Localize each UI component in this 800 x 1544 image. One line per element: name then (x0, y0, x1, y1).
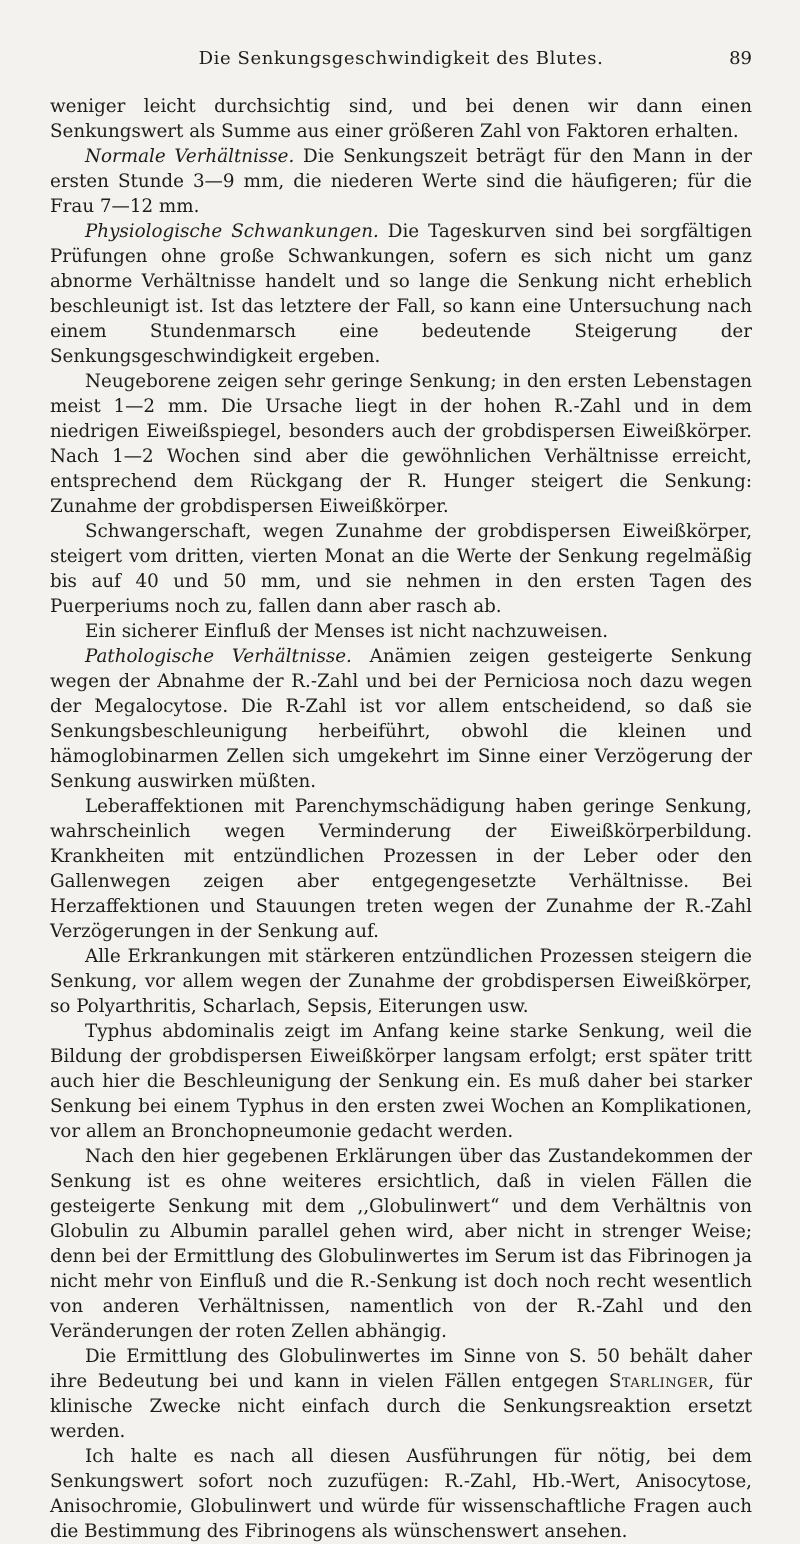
paragraph-text: Ein sicherer Einfluß der Menses ist nicht nachzuweisen. (85, 621, 609, 642)
paragraph-text-tail: , für klinische Zwecke nicht einfach durch die Senkungsreaktion ersetzt werden. (50, 1371, 752, 1442)
section-lead: Normale Verhältnisse. (85, 146, 295, 167)
paragraph-text: Die Senkungszeit beträgt für den Mann in der ersten Stunde 3—9 mm, die niederen Werte sind die häufigeren; für die Frau 7—12 mm. (50, 146, 752, 217)
paragraph-globulin (50, 1144, 752, 1344)
paragraph-text: Schwangerschaft, wegen Zunahme der grobdispersen Eiweißkörper, steigert vom dritten, vierten Monat an die Werte der Senkung regelmäßig bis auf 40 und 50 mm, und sie nehmen in den ersten Tagen des Puerperiums noch zu, fallen dann aber rasch ab. (50, 521, 752, 617)
paragraph-text: Die Tageskurven sind bei sorgfältigen Prüfungen ohne große Schwankungen, sofern es sich nicht um ganz abnorme Verhältnisse handelt und so lange die Senkung nicht erheblich beschleunigt ist. Ist das letztere der Fall, so kann eine Untersuchung nach einem Stundenmarsch eine bedeutende Steigerung der Senkungsgeschwindigkeit ergeben. (50, 221, 753, 367)
paragraph-1 (50, 94, 752, 144)
paragraph-typhus (50, 1019, 752, 1144)
paragraph-determination (50, 1344, 752, 1444)
running-header (50, 48, 752, 78)
paragraph-physiological (50, 219, 752, 369)
paragraph-menses (50, 619, 752, 644)
paragraph-inflammation (50, 944, 752, 1019)
paragraph-newborn (50, 369, 752, 519)
paragraph-text: Alle Erkrankungen mit stärkeren entzündlichen Prozessen steigern die Senkung, vor allem wegen der Zunahme der grobdispersen Eiweißkörper, so Polyarthritis, Scharlach, Sepsis, Eiterungen usw. (50, 946, 752, 1017)
author-name: Starlinger (608, 1371, 709, 1392)
paragraph-text: Die Ermittlung des Globulinwertes im Sinne von S. 50 behält daher ihre Bedeutung bei und kann in vielen Fällen entgegen (50, 1346, 752, 1392)
paragraph-normal (50, 144, 752, 219)
page-number: 89 (729, 48, 752, 69)
section-lead: Pathologische Verhältnisse. (85, 646, 352, 667)
paragraph-conclusion (50, 1444, 752, 1544)
paragraph-liver (50, 794, 752, 944)
paragraph-text: weniger leicht durchsichtig sind, und bei denen wir dann einen Senkungswert als Summe aus einer größeren Zahl von Faktoren erhalten. (50, 96, 752, 142)
paragraph-pregnancy (50, 519, 752, 619)
paragraph-pathological (50, 644, 752, 794)
running-title: Die Senkungsgeschwindigkeit des Blutes. (198, 48, 604, 69)
paragraph-text: Neugeborene zeigen sehr geringe Senkung; in den ersten Lebenstagen meist 1—2 mm. Die Ursache liegt in der hohen R.-Zahl und in dem niedrigen Eiweißspiegel, besonders auch der grobdispersen Eiweißkörper. Nach 1—2 Wochen sind aber die gewöhnlichen Verhältnisse erreicht, entsprechend dem Rückgang der R. Hunger steigert die Senkung: Zunahme der grobdispersen Eiweißkörper. (50, 371, 752, 517)
paragraph-text: Nach den hier gegebenen Erklärungen über das Zustandekommen der Senkung ist es ohne weiteres ersichtlich, daß in vielen Fällen die gesteigerte Senkung mit dem ,,Globulinwert“ und dem Verhältnis von Globulin zu Albumin parallel gehen wird, aber nicht in strenger Weise; denn bei der Ermittlung des Globulinwertes im Serum ist das Fibrinogen ja nicht mehr von Einfluß und die R.-Senkung ist doch noch recht wesentlich von anderen Verhältnissen, namentlich von der R.-Zahl und den Veränderungen der roten Zellen abhängig. (50, 1146, 752, 1342)
paragraph-text: Leberaffektionen mit Parenchymschädigung haben geringe Senkung, wahrscheinlich wegen Verminderung der Eiweißkörperbildung. Krankheiten mit entzündlichen Prozessen in der Leber oder den Gallenwegen zeigen aber entgegengesetzte Verhältnisse. Bei Herzaffektionen und Stauungen treten wegen der Zunahme der R.-Zahl Verzögerungen in der Senkung auf. (50, 796, 752, 942)
paragraph-text: Typhus abdominalis zeigt im Anfang keine starke Senkung, weil die Bildung der grobdispersen Eiweißkörper langsam erfolgt; erst später tritt auch hier die Beschleunigung der Senkung ein. Es muß daher bei starker Senkung bei einem Typhus in den ersten zwei Wochen an Komplikationen, vor allem an Bronchopneumonie gedacht werden. (50, 1021, 752, 1142)
paragraph-text: Ich halte es nach all diesen Ausführungen für nötig, bei dem Senkungswert sofort noch zuzufügen: R.-Zahl, Hb.-Wert, Anisocytose, Anisochromie, Globulinwert und würde für wissenschaftliche Fragen auch die Bestimmung des Fibrinogens als wünschenswert ansehen. (50, 1446, 752, 1542)
paragraph-text: Anämien zeigen gesteigerte Senkung wegen der Abnahme der R.-Zahl und bei der Perniciosa noch dazu wegen der Megalocytose. Die R-Zahl ist vor allem entscheidend, so daß sie Senkungsbeschleunigung herbeiführt, obwohl die kleinen und hämoglobinarmen Zellen sich umgekehrt im Sinne einer Verzögerung der Senkung auswirken müßten. (50, 646, 752, 792)
body-text (50, 94, 752, 1544)
section-lead: Physiologische Schwankungen. (85, 221, 379, 242)
